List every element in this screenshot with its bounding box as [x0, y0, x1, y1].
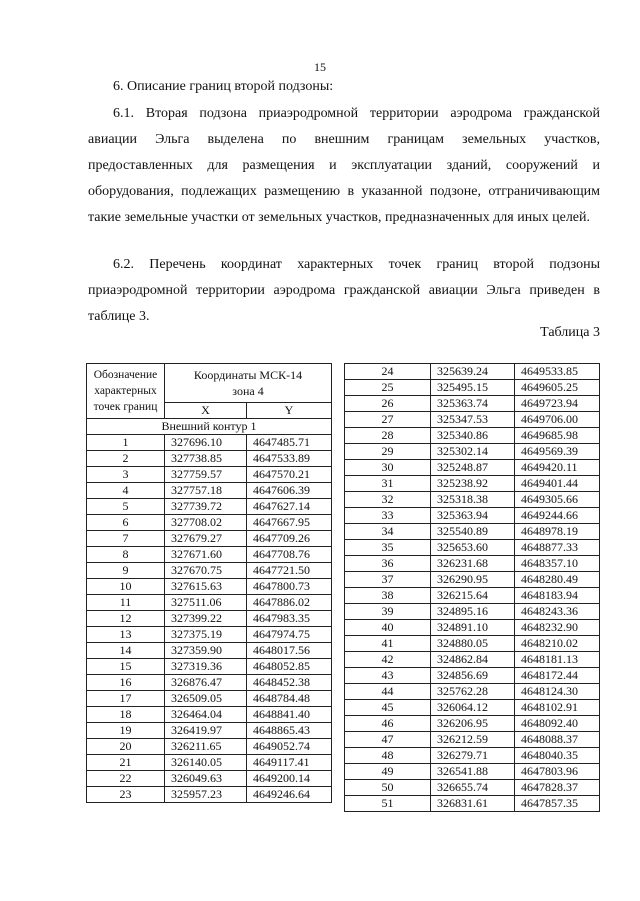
y-coordinate-cell: 4648280.49 [515, 572, 600, 588]
table-row [87, 659, 332, 675]
point-number-cell: 8 [87, 547, 165, 563]
table-row [87, 515, 332, 531]
x-coordinate-cell: 325340.86 [431, 428, 515, 444]
point-number-cell: 3 [87, 467, 165, 483]
table-row [345, 620, 600, 636]
y-coordinate-cell: 4647570.21 [247, 467, 332, 483]
x-coordinate-cell: 325639.24 [431, 364, 515, 380]
table-row [87, 739, 332, 755]
point-number-cell: 4 [87, 483, 165, 499]
y-coordinate-cell: 4647721.50 [247, 563, 332, 579]
point-number-cell: 50 [345, 780, 431, 796]
x-coordinate-cell: 324891.10 [431, 620, 515, 636]
table-row [345, 732, 600, 748]
y-coordinate-cell: 4648102.91 [515, 700, 600, 716]
y-coordinate-cell: 4647974.75 [247, 627, 332, 643]
x-coordinate-cell: 325302.14 [431, 444, 515, 460]
y-coordinate-cell: 4647533.89 [247, 451, 332, 467]
coordinates-table-right [344, 363, 600, 812]
y-coordinate-cell: 4647857.35 [515, 796, 600, 812]
table-row [345, 556, 600, 572]
point-number-cell: 29 [345, 444, 431, 460]
page-number: 15 [314, 60, 326, 74]
section-heading: 6. Описание границ второй подзоны: [113, 79, 334, 94]
x-coordinate-cell: 325653.60 [431, 540, 515, 556]
y-coordinate-cell: 4648183.94 [515, 588, 600, 604]
x-coordinate-cell: 324880.05 [431, 636, 515, 652]
x-coordinate-cell: 326231.68 [431, 556, 515, 572]
point-number-cell: 28 [345, 428, 431, 444]
table-row [345, 636, 600, 652]
point-number-cell: 43 [345, 668, 431, 684]
y-coordinate-cell: 4647983.35 [247, 611, 332, 627]
table-row [345, 540, 600, 556]
x-coordinate-cell: 327670.75 [165, 563, 247, 579]
x-coordinate-cell: 326212.59 [431, 732, 515, 748]
header-x: X [165, 403, 247, 419]
table-row [87, 451, 332, 467]
table-row [87, 723, 332, 739]
table-row [345, 380, 600, 396]
y-coordinate-cell: 4649685.98 [515, 428, 600, 444]
x-coordinate-cell: 326509.05 [165, 691, 247, 707]
y-coordinate-cell: 4648210.02 [515, 636, 600, 652]
table-row [87, 595, 332, 611]
y-coordinate-cell: 4647800.73 [247, 579, 332, 595]
table-row [345, 652, 600, 668]
y-coordinate-cell: 4648865.43 [247, 723, 332, 739]
x-coordinate-cell: 326140.05 [165, 755, 247, 771]
x-coordinate-cell: 326464.04 [165, 707, 247, 723]
y-coordinate-cell: 4647667.95 [247, 515, 332, 531]
point-number-cell: 13 [87, 627, 165, 643]
point-number-cell: 20 [87, 739, 165, 755]
point-number-cell: 37 [345, 572, 431, 588]
table-row [87, 579, 332, 595]
y-coordinate-cell: 4649569.39 [515, 444, 600, 460]
point-number-cell: 19 [87, 723, 165, 739]
point-number-cell: 38 [345, 588, 431, 604]
point-number-cell: 7 [87, 531, 165, 547]
table-row [87, 755, 332, 771]
point-number-cell: 46 [345, 716, 431, 732]
paragraph-6-2: 6.2. Перечень координат характерных точек границ второй подзоны приаэродромной территории аэродрома гражданской авиации Эльга приведен в таблице 3. [88, 257, 600, 324]
paragraph-6-1: 6.1. Вторая подзона приаэродромной территории аэродрома гражданской авиации Эльга выделена по внешним границам земельных участков, предоставленных для размещения и эксплуатации зданий, сооружений и оборудования, подлежащих размещению в указанной подзоне, отграничивающим такие земельные участки от земельных участков, предназначенных для иных целей. [88, 106, 600, 225]
point-number-cell: 51 [345, 796, 431, 812]
point-number-cell: 6 [87, 515, 165, 531]
table-row [87, 467, 332, 483]
x-coordinate-cell: 324862.84 [431, 652, 515, 668]
x-coordinate-cell: 327759.57 [165, 467, 247, 483]
point-number-cell: 5 [87, 499, 165, 515]
y-coordinate-cell: 4648841.40 [247, 707, 332, 723]
table-row [87, 691, 332, 707]
y-coordinate-cell: 4649246.64 [247, 787, 332, 803]
x-coordinate-cell: 325363.94 [431, 508, 515, 524]
y-coordinate-cell: 4648784.48 [247, 691, 332, 707]
y-coordinate-cell: 4648877.33 [515, 540, 600, 556]
table-row [345, 524, 600, 540]
y-coordinate-cell: 4649244.66 [515, 508, 600, 524]
table-row [345, 684, 600, 700]
y-coordinate-cell: 4648181.13 [515, 652, 600, 668]
y-coordinate-cell: 4647485.71 [247, 435, 332, 451]
x-coordinate-cell: 326211.65 [165, 739, 247, 755]
point-number-cell: 45 [345, 700, 431, 716]
point-number-cell: 24 [345, 364, 431, 380]
x-coordinate-cell: 327615.63 [165, 579, 247, 595]
x-coordinate-cell: 326655.74 [431, 780, 515, 796]
x-coordinate-cell: 327708.02 [165, 515, 247, 531]
point-number-cell: 23 [87, 787, 165, 803]
table-row [87, 643, 332, 659]
x-coordinate-cell: 326049.63 [165, 771, 247, 787]
point-number-cell: 36 [345, 556, 431, 572]
y-coordinate-cell: 4649605.25 [515, 380, 600, 396]
y-coordinate-cell: 4647803.96 [515, 764, 600, 780]
table-label: Таблица 3 [540, 325, 600, 340]
y-coordinate-cell: 4648978.19 [515, 524, 600, 540]
x-coordinate-cell: 325248.87 [431, 460, 515, 476]
table-row [345, 796, 600, 812]
table-row [87, 771, 332, 787]
x-coordinate-cell: 327511.06 [165, 595, 247, 611]
table-row [345, 780, 600, 796]
table-row [87, 611, 332, 627]
point-number-cell: 14 [87, 643, 165, 659]
x-coordinate-cell: 327757.18 [165, 483, 247, 499]
table-row [345, 364, 600, 380]
point-number-cell: 26 [345, 396, 431, 412]
point-number-cell: 21 [87, 755, 165, 771]
header-point-designation: Обозначение характерных точек границ [87, 364, 165, 419]
x-coordinate-cell: 326206.95 [431, 716, 515, 732]
point-number-cell: 17 [87, 691, 165, 707]
y-coordinate-cell: 4649305.66 [515, 492, 600, 508]
x-coordinate-cell: 325957.23 [165, 787, 247, 803]
y-coordinate-cell: 4648357.10 [515, 556, 600, 572]
x-coordinate-cell: 327319.36 [165, 659, 247, 675]
y-coordinate-cell: 4647627.14 [247, 499, 332, 515]
x-coordinate-cell: 324895.16 [431, 604, 515, 620]
point-number-cell: 35 [345, 540, 431, 556]
table-row [345, 508, 600, 524]
table-row [345, 476, 600, 492]
x-coordinate-cell: 326064.12 [431, 700, 515, 716]
table-row [345, 492, 600, 508]
table-row [87, 563, 332, 579]
table-row [87, 547, 332, 563]
coordinates-table-left [86, 363, 332, 803]
contour-label: Внешний контур 1 [87, 419, 332, 435]
point-number-cell: 12 [87, 611, 165, 627]
x-coordinate-cell: 324856.69 [431, 668, 515, 684]
y-coordinate-cell: 4649420.11 [515, 460, 600, 476]
point-number-cell: 1 [87, 435, 165, 451]
x-coordinate-cell: 327375.19 [165, 627, 247, 643]
x-coordinate-cell: 327359.90 [165, 643, 247, 659]
x-coordinate-cell: 325238.92 [431, 476, 515, 492]
table-row [345, 716, 600, 732]
header-coordinates: Координаты МСК-14 зона 4 [165, 364, 332, 403]
table-row [87, 499, 332, 515]
x-coordinate-cell: 327679.27 [165, 531, 247, 547]
point-number-cell: 44 [345, 684, 431, 700]
y-coordinate-cell: 4648040.35 [515, 748, 600, 764]
point-number-cell: 48 [345, 748, 431, 764]
point-number-cell: 16 [87, 675, 165, 691]
y-coordinate-cell: 4647606.39 [247, 483, 332, 499]
y-coordinate-cell: 4648017.56 [247, 643, 332, 659]
x-coordinate-cell: 326290.95 [431, 572, 515, 588]
table-row [345, 444, 600, 460]
point-number-cell: 18 [87, 707, 165, 723]
table-row [345, 748, 600, 764]
table-row [87, 435, 332, 451]
point-number-cell: 32 [345, 492, 431, 508]
table-row [345, 412, 600, 428]
point-number-cell: 31 [345, 476, 431, 492]
header-y: Y [247, 403, 332, 419]
table-row [345, 700, 600, 716]
point-number-cell: 27 [345, 412, 431, 428]
x-coordinate-cell: 327738.85 [165, 451, 247, 467]
point-number-cell: 9 [87, 563, 165, 579]
y-coordinate-cell: 4648088.37 [515, 732, 600, 748]
point-number-cell: 40 [345, 620, 431, 636]
x-coordinate-cell: 325762.28 [431, 684, 515, 700]
y-coordinate-cell: 4649533.85 [515, 364, 600, 380]
x-coordinate-cell: 326215.64 [431, 588, 515, 604]
y-coordinate-cell: 4647708.76 [247, 547, 332, 563]
table-row [345, 572, 600, 588]
x-coordinate-cell: 327696.10 [165, 435, 247, 451]
table-row [345, 460, 600, 476]
table-row [87, 787, 332, 803]
x-coordinate-cell: 327739.72 [165, 499, 247, 515]
table-row [345, 588, 600, 604]
y-coordinate-cell: 4649200.14 [247, 771, 332, 787]
y-coordinate-cell: 4648124.30 [515, 684, 600, 700]
x-coordinate-cell: 326541.88 [431, 764, 515, 780]
x-coordinate-cell: 325347.53 [431, 412, 515, 428]
table-row [345, 428, 600, 444]
y-coordinate-cell: 4649052.74 [247, 739, 332, 755]
y-coordinate-cell: 4648172.44 [515, 668, 600, 684]
point-number-cell: 49 [345, 764, 431, 780]
y-coordinate-cell: 4648232.90 [515, 620, 600, 636]
table-row [87, 483, 332, 499]
y-coordinate-cell: 4647886.02 [247, 595, 332, 611]
x-coordinate-cell: 325540.89 [431, 524, 515, 540]
point-number-cell: 41 [345, 636, 431, 652]
table-row [87, 531, 332, 547]
point-number-cell: 39 [345, 604, 431, 620]
x-coordinate-cell: 326419.97 [165, 723, 247, 739]
x-coordinate-cell: 326876.47 [165, 675, 247, 691]
table-row [345, 604, 600, 620]
y-coordinate-cell: 4647828.37 [515, 780, 600, 796]
x-coordinate-cell: 327671.60 [165, 547, 247, 563]
point-number-cell: 22 [87, 771, 165, 787]
point-number-cell: 30 [345, 460, 431, 476]
y-coordinate-cell: 4648452.38 [247, 675, 332, 691]
table-row [87, 707, 332, 723]
y-coordinate-cell: 4648052.85 [247, 659, 332, 675]
table-row [87, 675, 332, 691]
table-row [345, 668, 600, 684]
y-coordinate-cell: 4647709.26 [247, 531, 332, 547]
point-number-cell: 47 [345, 732, 431, 748]
x-coordinate-cell: 325363.74 [431, 396, 515, 412]
table-row [345, 764, 600, 780]
point-number-cell: 34 [345, 524, 431, 540]
x-coordinate-cell: 327399.22 [165, 611, 247, 627]
point-number-cell: 33 [345, 508, 431, 524]
table-row [87, 627, 332, 643]
point-number-cell: 11 [87, 595, 165, 611]
point-number-cell: 2 [87, 451, 165, 467]
y-coordinate-cell: 4649706.00 [515, 412, 600, 428]
point-number-cell: 15 [87, 659, 165, 675]
point-number-cell: 10 [87, 579, 165, 595]
point-number-cell: 42 [345, 652, 431, 668]
x-coordinate-cell: 326279.71 [431, 748, 515, 764]
table-row [345, 396, 600, 412]
x-coordinate-cell: 325495.15 [431, 380, 515, 396]
x-coordinate-cell: 325318.38 [431, 492, 515, 508]
point-number-cell: 25 [345, 380, 431, 396]
y-coordinate-cell: 4649723.94 [515, 396, 600, 412]
x-coordinate-cell: 326831.61 [431, 796, 515, 812]
y-coordinate-cell: 4649117.41 [247, 755, 332, 771]
y-coordinate-cell: 4648092.40 [515, 716, 600, 732]
y-coordinate-cell: 4648243.36 [515, 604, 600, 620]
y-coordinate-cell: 4649401.44 [515, 476, 600, 492]
